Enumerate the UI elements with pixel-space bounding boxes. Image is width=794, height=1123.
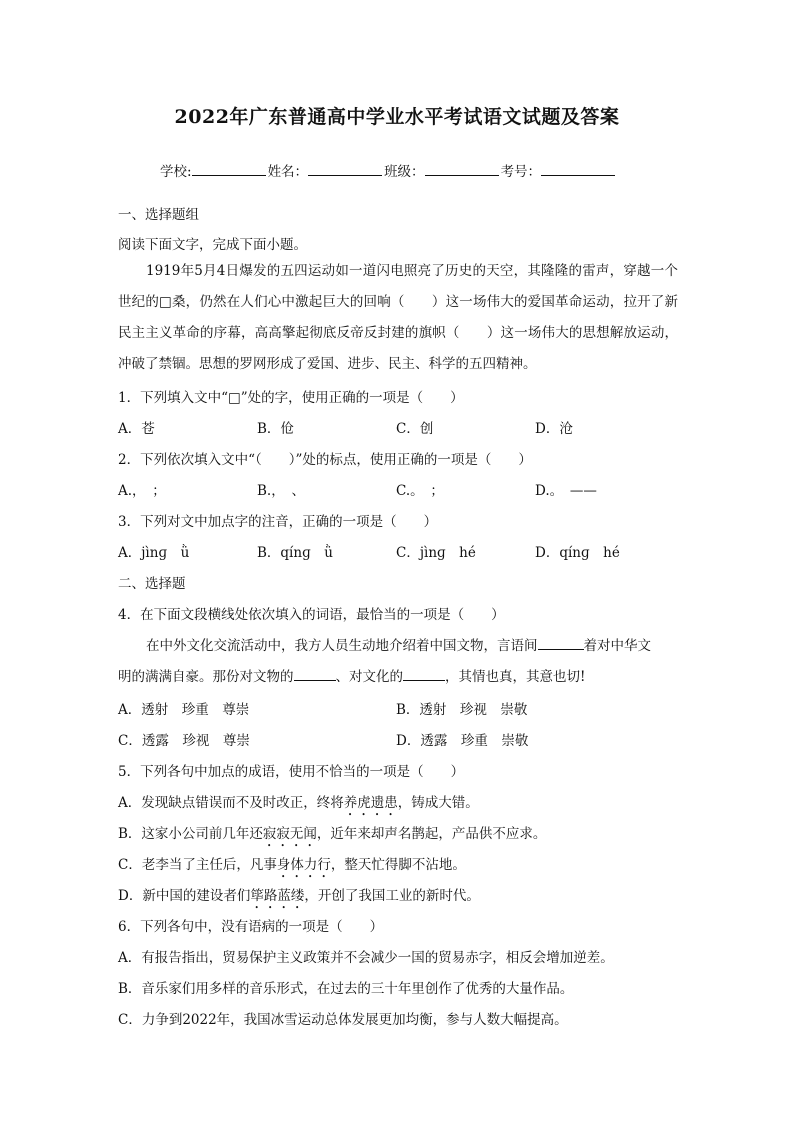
q4-passage-line1 [146, 634, 651, 654]
q4-blank-2[interactable] [294, 666, 336, 681]
q4-passage-e: ，其情也真，其意也切! [445, 669, 586, 685]
q4-passage-b: 着对中华文 [583, 638, 651, 654]
q6-stem: 6．下列各句中，没有语病的一项是（ ） [118, 919, 384, 935]
q4-stem: 4．在下面文段横线处依次填入的词语，最恰当的一项是（ ） [118, 607, 505, 623]
q4-option-b[interactable]: B．透射 珍视 崇敬 [396, 702, 528, 718]
q2-option-d[interactable]: D.。 —— [535, 483, 597, 499]
q2-option-a[interactable]: A.， ； [118, 483, 166, 499]
q3-option-d[interactable]: D．qínɡ hé [535, 545, 620, 561]
school-blank[interactable] [192, 161, 266, 176]
q4-passage-c: 明的满满自豪。那份对文物的 [118, 669, 294, 685]
section2-heading: 二、选择题 [118, 576, 186, 592]
q5-option-a[interactable] [118, 791, 479, 819]
q4-option-d[interactable]: D．透露 珍重 崇敬 [396, 733, 529, 749]
q4-blank-1[interactable] [538, 635, 584, 650]
q6-option-b[interactable]: B．音乐家们用多样的音乐形式，在过去的三十年里创作了优秀的大量作品。 [118, 981, 574, 997]
number-blank[interactable] [541, 161, 615, 176]
q2-stem: 2．下列依次填入文中“（ ）”处的标点，使用正确的一项是（ ） [118, 452, 532, 468]
q6-option-c[interactable]: C．力争到2022年，我国冰雪运动总体发展更加均衡，参与人数大幅提高。 [118, 1012, 568, 1028]
name-blank[interactable] [308, 161, 382, 176]
section1-instruction: 阅读下面文字，完成下面小题。 [118, 237, 307, 253]
number-label: 考号： [500, 164, 542, 180]
q5-d-text-end: ，开创了我国工业的新时代。 [304, 888, 480, 904]
q5-option-c[interactable] [118, 853, 466, 881]
page-title: 2022年广东普通高中学业水平考试语文试题及答案 [174, 106, 620, 128]
q5-d-text: D．新中国的建设者们 [118, 888, 251, 904]
q5-option-d[interactable] [118, 884, 480, 912]
q5-c-text-end: ，整天忙得脚不沾地。 [330, 857, 466, 873]
q5-option-b[interactable] [118, 822, 546, 850]
q6-option-a[interactable]: A．有报告指出，贸易保护主义政策并不会减少一国的贸易赤字，相反会增加逆差。 [118, 950, 614, 966]
passage-1: 1919年5月4日爆发的五四运动如一道闪电照亮了历史的天空，其隆隆的雷声，穿越一个世纪的□桑，仍然在人们心中激起巨大的回响（ ）这一场伟大的爱国革命运动，拉开了新民主主义革命的序幕，高高擎起彻底反帝反封建的旗帜（ ）这一场伟大的思想解放运动，冲破了禁锢。思想的罗网形成了爱国、进步、民主、科学的五四精神。 [118, 263, 678, 372]
q5-a-text: A．发现缺点错误而不及时改正，终将 [118, 795, 344, 811]
q3-option-a[interactable]: A．jìnɡ ǜ [118, 545, 190, 561]
q3-option-c[interactable]: C．jìnɡ hé [396, 545, 476, 561]
section1-heading: 一、选择题组 [118, 207, 199, 223]
q4-passage-line2 [118, 665, 585, 685]
q5-c-text: C．老李当了主任后，凡事 [118, 857, 277, 873]
q4-blank-3[interactable] [403, 666, 445, 681]
class-blank[interactable] [425, 161, 499, 176]
school-label: 学校: [160, 164, 192, 180]
header-fields [160, 160, 680, 180]
q4-passage-d: 、对文化的 [335, 669, 403, 685]
q3-stem: 3．下列对文中加点字的注音，正确的一项是（ ） [118, 514, 438, 530]
q4-option-c[interactable]: C．透露 珍视 尊崇 [118, 733, 250, 749]
q4-passage-a: 在中外文化交流活动中，我方人员生动地介绍着中国文物，言语间 [146, 638, 538, 654]
q5-b-text: B．这家小公司前几年还 [118, 826, 263, 842]
q5-a-idiom: 养虎遗患 [343, 795, 398, 811]
q2-option-c[interactable]: C.。 ； [396, 483, 444, 499]
q1-option-c[interactable]: C．创 [396, 421, 434, 437]
class-label: 班级： [384, 164, 425, 180]
q1-stem: 1．下列填入文中“□”处的字，使用正确的一项是（ ） [118, 390, 464, 406]
q5-b-text-end: ，近年来却声名鹊起，产品供不应求。 [316, 826, 547, 842]
q5-a-text-end: ，铸成大错。 [397, 795, 479, 811]
q5-stem: 5．下列各句中加点的成语，使用不恰当的一项是（ ） [118, 764, 465, 780]
name-label: 姓名： [267, 164, 309, 180]
q5-c-idiom: 身体力行 [276, 857, 331, 873]
q1-option-d[interactable]: D．沧 [535, 421, 573, 437]
q4-option-a[interactable]: A．透射 珍重 尊崇 [118, 702, 250, 718]
q5-b-idiom: 寂寂无闻 [262, 826, 317, 842]
q3-option-b[interactable]: B．qínɡ ǜ [257, 545, 333, 561]
q1-option-a[interactable]: A．苍 [118, 421, 155, 437]
q1-option-b[interactable]: B．伧 [257, 421, 294, 437]
q2-option-b[interactable]: B.， 、 [257, 483, 305, 499]
q5-d-idiom: 筚路蓝缕 [250, 888, 305, 904]
